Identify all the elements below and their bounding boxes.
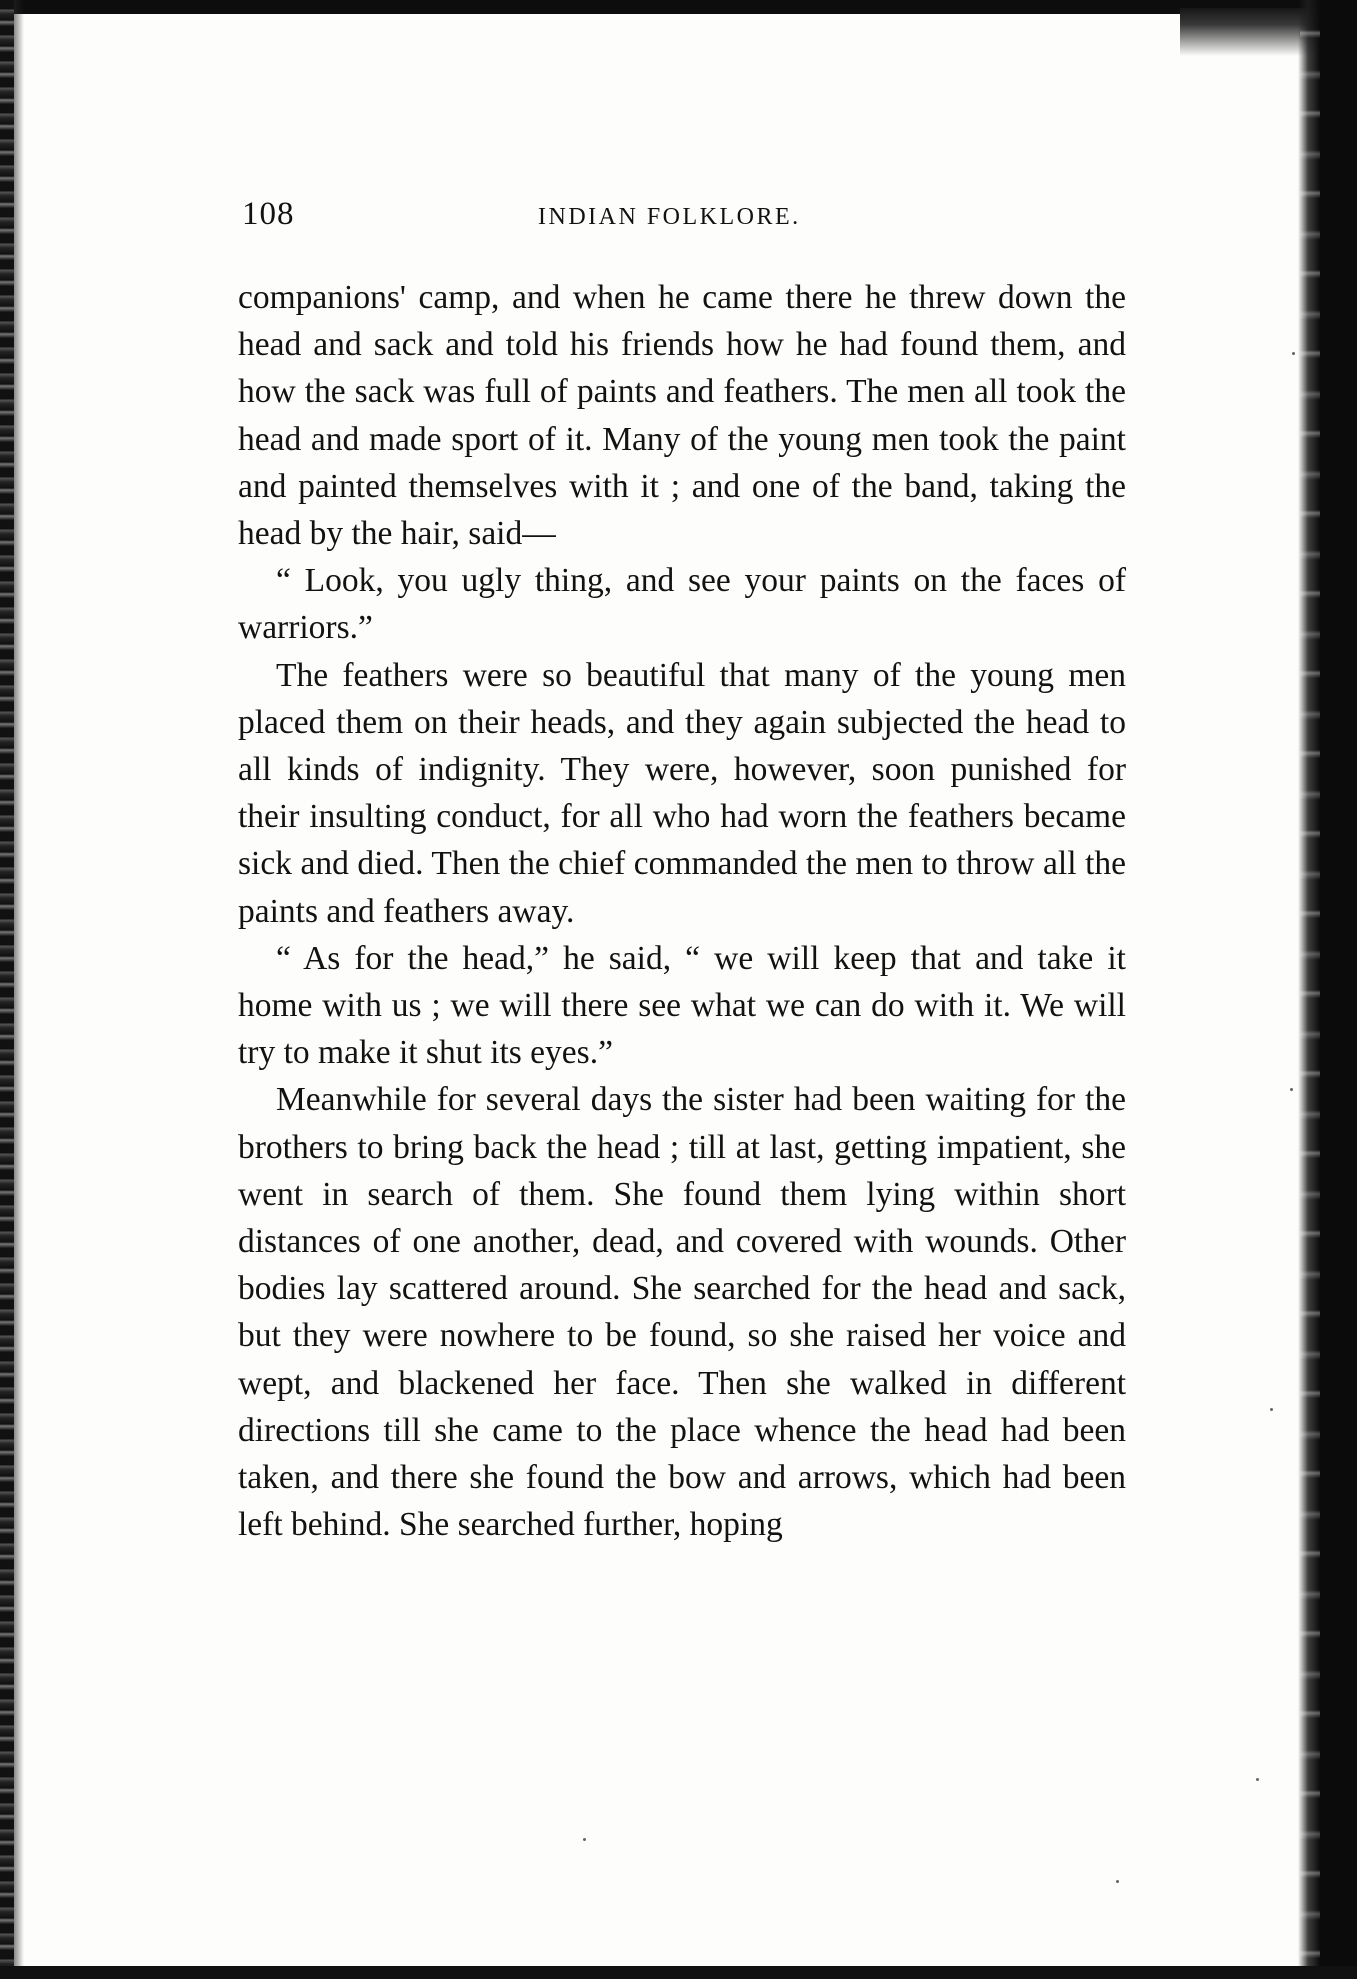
paragraph: companions' camp, and when he came there he threw down the head and sack and told his friends how he had found them, and how the sack was full of paints and feathers. The men all took the head and made sport of it. Many of the young men took the paint and painted themselves with it ; and one of the band, taking the head by the hair, said—: [238, 279, 1126, 553]
paragraph: Meanwhile for several days the sister had been waiting for the brothers to bring back the head ; till at last, getting impatient, she went in search of them. She found them lying within short distances of one another, dead, and covered with wounds. Other bodies lay scattered around. She searched for the head and sack, but they were nowhere to be found, so she raised her voice and wept, and blackened her face. Then she walked in different directions till she came to the place whence the head had been taken, and there she found the bow and arrows, which had been left behind. She searched further, hoping: [238, 1081, 1126, 1544]
paragraph: “ As for the head,” he said, “ we will keep that and take it home with us ; we will there see what we can do with it. We will try to make it shut its eyes.”: [238, 939, 1126, 1072]
scan-speck: [1290, 1088, 1293, 1091]
scan-edge-left: [0, 0, 14, 1979]
paragraph: The feathers were so beautiful that many of the young men placed them on their heads, and they again subjected the head to all kinds of indignity. They were, however, soon punished for their insulting conduct, for all who had worn the feathers became sick and died. Then the chief commanded the men to throw all the paints and feathers away.: [238, 656, 1126, 930]
scan-edge-bottom: [0, 1966, 1357, 1979]
scan-edge-top: [0, 0, 1357, 14]
page-number: 108: [242, 196, 295, 232]
scan-speck: [583, 1838, 586, 1841]
running-title: INDIAN FOLKLORE.: [538, 204, 801, 230]
scan-speck: [1256, 1778, 1259, 1781]
scan-speck: [1270, 1408, 1273, 1411]
running-head: [242, 196, 1142, 236]
paragraph: “ Look, you ugly thing, and see your paints on the faces of warriors.”: [238, 562, 1126, 647]
body-text: [238, 274, 1126, 1548]
scan-edge-right-texture: [1300, 0, 1320, 1979]
scan-speck: [1116, 1880, 1119, 1883]
scan-speck: [1292, 352, 1295, 355]
scan-edge-left-shadow: [14, 0, 24, 1979]
